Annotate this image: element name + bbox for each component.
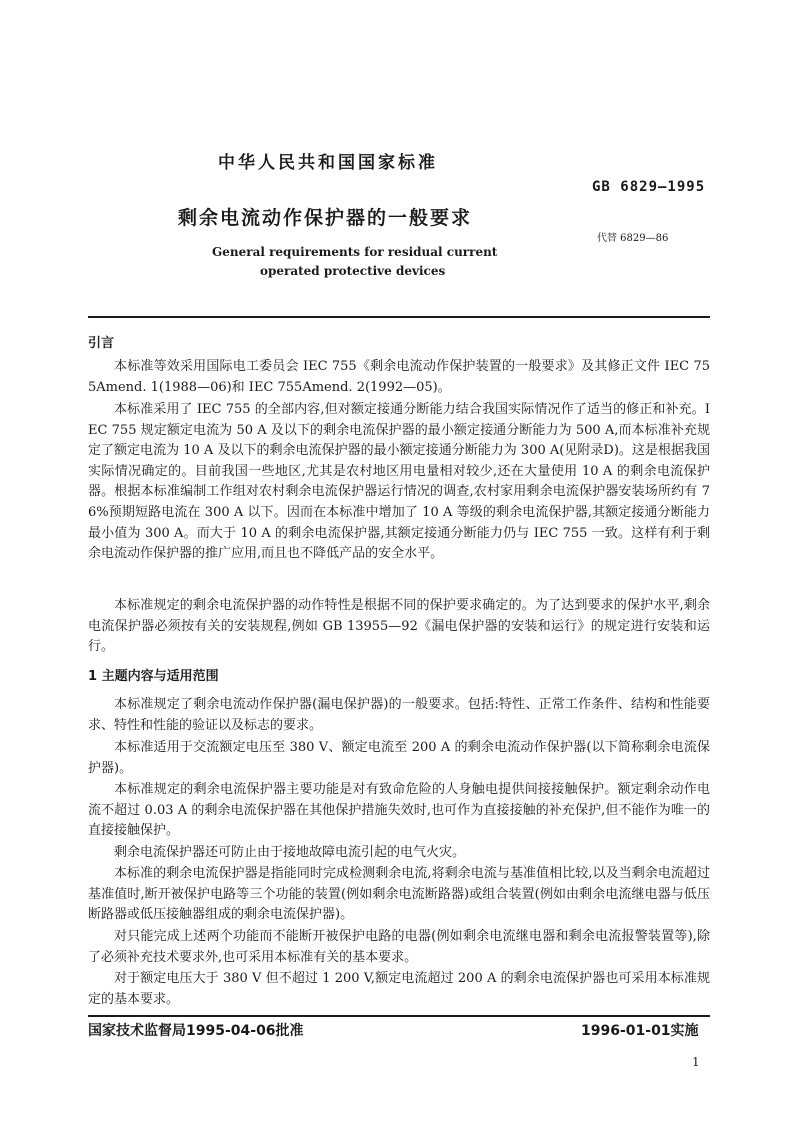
intro-paragraph: 本标准等效采用国际电工委员会 IEC 755《剩余电流动作保护装置的一般要求》及其修正文件 IEC 755Amend. 1(1988—06)和 IEC 755Amend. 2(1992—05)。 bbox=[88, 359, 710, 395]
intro-paragraph: 本标准规定的剩余电流保护器的动作特性是根据不同的保护要求确定的。为了达到要求的保护水平,剩余电流保护器必须按有关的安装规程,例如 GB 13955—92《漏电保护器的安装和运行》的规定进行安装和运行。 bbox=[88, 598, 710, 655]
section-paragraph: 本标准规定的剩余电流保护器主要功能是对有致命危险的人身触电提供间接接触保护。额定剩余动作电流不超过 0.03 A 的剩余电流保护器在其他保护措施失效时,也可作为直接接触的补充保护,但不能作为唯一的直接接触保护。 bbox=[88, 782, 710, 839]
implementation-date: 1996-01-01实施 bbox=[581, 1023, 699, 1039]
section-paragraph: 对于额定电压大于 380 V 但不超过 1 200 V,额定电流超过 200 A 的剩余电流保护器也可采用本标准规定的基本要求。 bbox=[88, 971, 710, 1007]
section-paragraph: 本标准适用于交流额定电压至 380 V、额定电流至 200 A 的剩余电流动作保护器(以下简称剩余电流保护器)。 bbox=[88, 740, 710, 776]
page-number: 1 bbox=[692, 1055, 700, 1069]
section-paragraph: 本标准规定了剩余电流动作保护器(漏电保护器)的一般要求。包括:特性、正常工作条件、结构和性能要求、特性和性能的验证以及标志的要求。 bbox=[88, 697, 710, 733]
section-paragraph: 剩余电流保护器还可防止由于接地故障电流引起的电气火灾。 bbox=[114, 845, 466, 860]
replaces-note: 代替 6829—86 bbox=[597, 233, 669, 244]
intro-paragraph: 本标准采用了 IEC 755 的全部内容,但对额定接通分断能力结合我国实际情况作了适当的修正和补充。IEC 755 规定额定电流为 50 A 及以下的剩余电流保护器的最小额定接通分断能力为 500 A,而本标准补充规定了额定电流为 10 A 及以下的剩余电流保护器的最小额定接通分断能力为 300 A(见附录D)。这是根据我国实际情况确定的。目前我国一些地区,尤其是农村地区用电量相对较少,还在大量使用 10 A 的剩余电流保护器。根据本标准编制工作组对农村剩余电流保护器运行情况的调查,农村家用剩余电流保护器安装场所约有 76%预期短路电流在 300 A 以下。因而在本标准中增加了 10 A 等级的剩余电流保护器,其额定接通分断能力最小值为 300 A。而大于 10 A 的剩余电流保护器,其额定接通分断能力仍与 IEC 755 一致。这样有利于剩余电流动作保护器的推广应用,而且也不降低产品的安全水平。 bbox=[88, 402, 710, 562]
intro-heading: 引言 bbox=[88, 336, 115, 351]
approval-date: 国家技术监督局1995-04-06批准 bbox=[88, 1023, 304, 1039]
document-title-en-line2: operated protective devices bbox=[260, 264, 446, 278]
header-divider bbox=[88, 316, 710, 318]
section-paragraph: 对只能完成上述两个功能而不能断开被保护电路的电器(例如剩余电流继电器和剩余电流报警装置等),除了必须补充技术要求外,也可采用本标准有关的基本要求。 bbox=[88, 929, 710, 965]
document-title-cn: 剩余电流动作保护器的一般要求 bbox=[178, 207, 473, 229]
section-1-heading: 1 主题内容与适用范围 bbox=[88, 669, 219, 684]
footer-divider bbox=[88, 1015, 710, 1017]
document-title-en-line1: General requirements for residual current bbox=[212, 245, 498, 259]
section-paragraph: 本标准的剩余电流保护器是指能同时完成检测剩余电流,将剩余电流与基准值相比较,以及当剩余电流超过基准值时,断开被保护电路等三个功能的装置(例如剩余电流断路器)或组合装置(例如由剩余电流继电器与低压断路器或低压接触器组成的剩余电流保护器)。 bbox=[88, 866, 710, 923]
national-standard-heading: 中华人民共和国国家标准 bbox=[218, 153, 438, 173]
gb-standard-number: GB 6829—1995 bbox=[592, 179, 706, 195]
